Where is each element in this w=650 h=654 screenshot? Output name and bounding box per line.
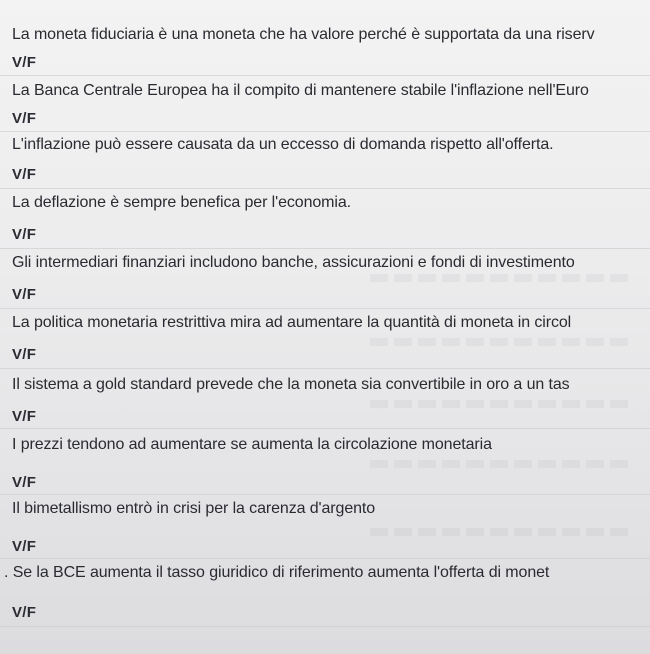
divider (0, 626, 650, 627)
divider (0, 558, 650, 559)
divider (0, 75, 650, 76)
question-statement: Il sistema a gold standard prevede che la moneta sia convertibile in oro a un tas (12, 376, 570, 393)
divider (0, 248, 650, 249)
question-statement: Il bimetallismo entrò in crisi per la carenza d'argento (12, 500, 376, 517)
true-false-answer: V/F (12, 408, 37, 425)
bleed-through-shadow (370, 400, 630, 408)
true-false-answer: V/F (12, 538, 37, 555)
true-false-answer: V/F (12, 346, 37, 363)
divider (0, 131, 650, 132)
divider (0, 308, 650, 309)
divider (0, 188, 650, 189)
bleed-through-shadow (370, 460, 630, 468)
question-statement: L'inflazione può essere causata da un eccesso di domanda rispetto all'offerta. (12, 136, 554, 153)
question-statement: La deflazione è sempre benefica per l'economia. (12, 194, 352, 211)
divider (0, 428, 650, 429)
true-false-answer: V/F (12, 286, 37, 303)
question-statement: Gli intermediari finanziari includono banche, assicurazioni e fondi di investimento (12, 254, 575, 271)
true-false-answer: V/F (12, 226, 37, 243)
true-false-answer: V/F (12, 110, 37, 127)
true-false-answer: V/F (12, 54, 37, 71)
question-statement: I prezzi tendono ad aumentare se aumenta la circolazione monetaria (12, 436, 492, 453)
divider (0, 368, 650, 369)
question-statement: La Banca Centrale Europea ha il compito di mantenere stabile l'inflazione nell'Euro (12, 82, 589, 99)
bleed-through-shadow (370, 338, 630, 346)
true-false-answer: V/F (12, 474, 37, 491)
bleed-through-shadow (370, 528, 630, 536)
question-statement: La moneta fiduciaria è una moneta che ha valore perché è supportata da una riserv (12, 26, 595, 43)
true-false-answer: V/F (12, 166, 37, 183)
true-false-answer: V/F (12, 604, 37, 621)
question-statement: La politica monetaria restrittiva mira ad aumentare la quantità di moneta in circol (12, 314, 572, 331)
divider (0, 494, 650, 495)
question-statement: . Se la BCE aumenta il tasso giuridico di riferimento aumenta l'offerta di monet (4, 564, 550, 581)
bleed-through-shadow (370, 274, 630, 282)
